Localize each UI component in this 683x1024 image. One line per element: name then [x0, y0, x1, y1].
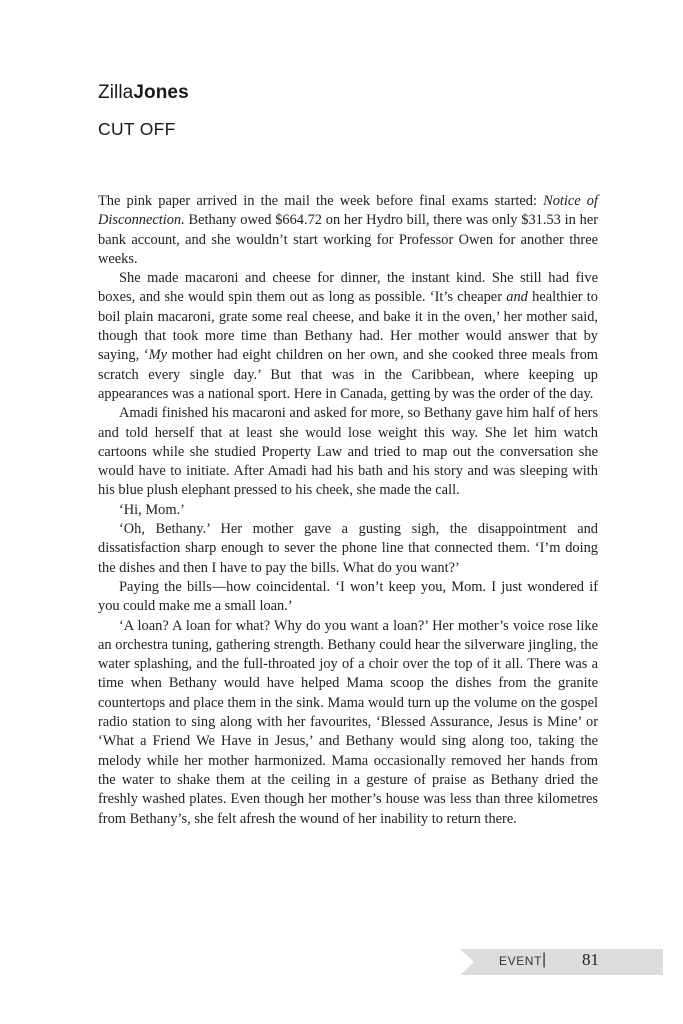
author-last-name: Jones — [133, 82, 189, 103]
author-first-name: Zilla — [98, 82, 134, 103]
page-number: 81 — [582, 950, 599, 969]
paragraph: ‘Oh, Bethany.’ Her mother gave a gusting sigh, the disappointment and dissatisfaction sharp enough to sever the phone line that connected them. ‘I’m doing the dishes and then I have to pay the bills. What do you want?’ — [98, 521, 598, 576]
paragraph: Amadi finished his macaroni and asked for more, so Bethany gave him half of hers and told herself that at least she would lose weight this way. She let him watch cartoons while she studied Property Law and tried to map out the conversation she would have to initiate. After Amadi had his bath and his story and was sleeping with his blue plush elephant pressed to his cheek, she made the call. — [98, 405, 598, 499]
author-name — [98, 82, 189, 104]
footer-separator: | — [542, 951, 547, 968]
paragraph: The pink paper arrived in the mail the week before final exams started: Notice of Disconnection. Bethany owed $664.72 on her Hydro bill, there was only $31.53 in her bank account, and she wouldn’t start working for Professor Owen for another three weeks. — [98, 193, 598, 267]
italic-notice-title: Notice of Disconnection. — [98, 193, 598, 229]
story-body — [98, 192, 598, 829]
italic-emphasis: My — [148, 347, 167, 364]
story-title: CUT OFF — [98, 119, 176, 139]
paragraph: ‘Hi, Mom.’ — [119, 501, 185, 518]
paragraph: ‘A loan? A loan for what? Why do you want a loan?’ Her mother’s voice rose like an orchestra tuning, gathering strength. Bethany could hear the silverware jingling, the water splashing, and the full-throated joy of a choir over the top of it all. There was a time when Bethany would have helped Mama scoop the dishes from the granite countertops and place them in the sink. Mama would turn up the volume on the gospel radio station to sing along with her favourites, ‘Blessed Assurance, Jesus is Mine’ or ‘What a Friend We Have in Jesus,’ and Bethany would sing along too, taking the melody while her mother harmonized. Mama occasionally removed her hands from the water to shake them at the ceiling in a gesture of praise as Bethany dried the freshly washed plates. Even though her mother’s house was less than three kilometres from Bethany’s, she felt afresh the wound of her inability to return there. — [98, 617, 598, 827]
paragraph: She made macaroni and cheese for dinner, the instant kind. She still had five boxes, and she would spin them out as long as possible. ‘It’s cheaper and healthier to boil plain macaroni, grate some real cheese, and bake it in the oven,’ her mother said, though that took more time than Bethany had. Her mother would answer that by saying, ‘My mother had eight children on her own, and she cooked three meals from scratch every single day.’ But that was in the Caribbean, where keeping up appearances was a national sport. Here in Canada, getting by was the order of the day. — [98, 270, 598, 402]
footer-journal-label: EVENT — [499, 954, 543, 968]
italic-emphasis: and — [506, 289, 528, 306]
paragraph: Paying the bills—how coincidental. ‘I won’t keep you, Mom. I just wondered if you could make me a small loan.’ — [98, 578, 598, 615]
footer-bar — [460, 949, 663, 975]
